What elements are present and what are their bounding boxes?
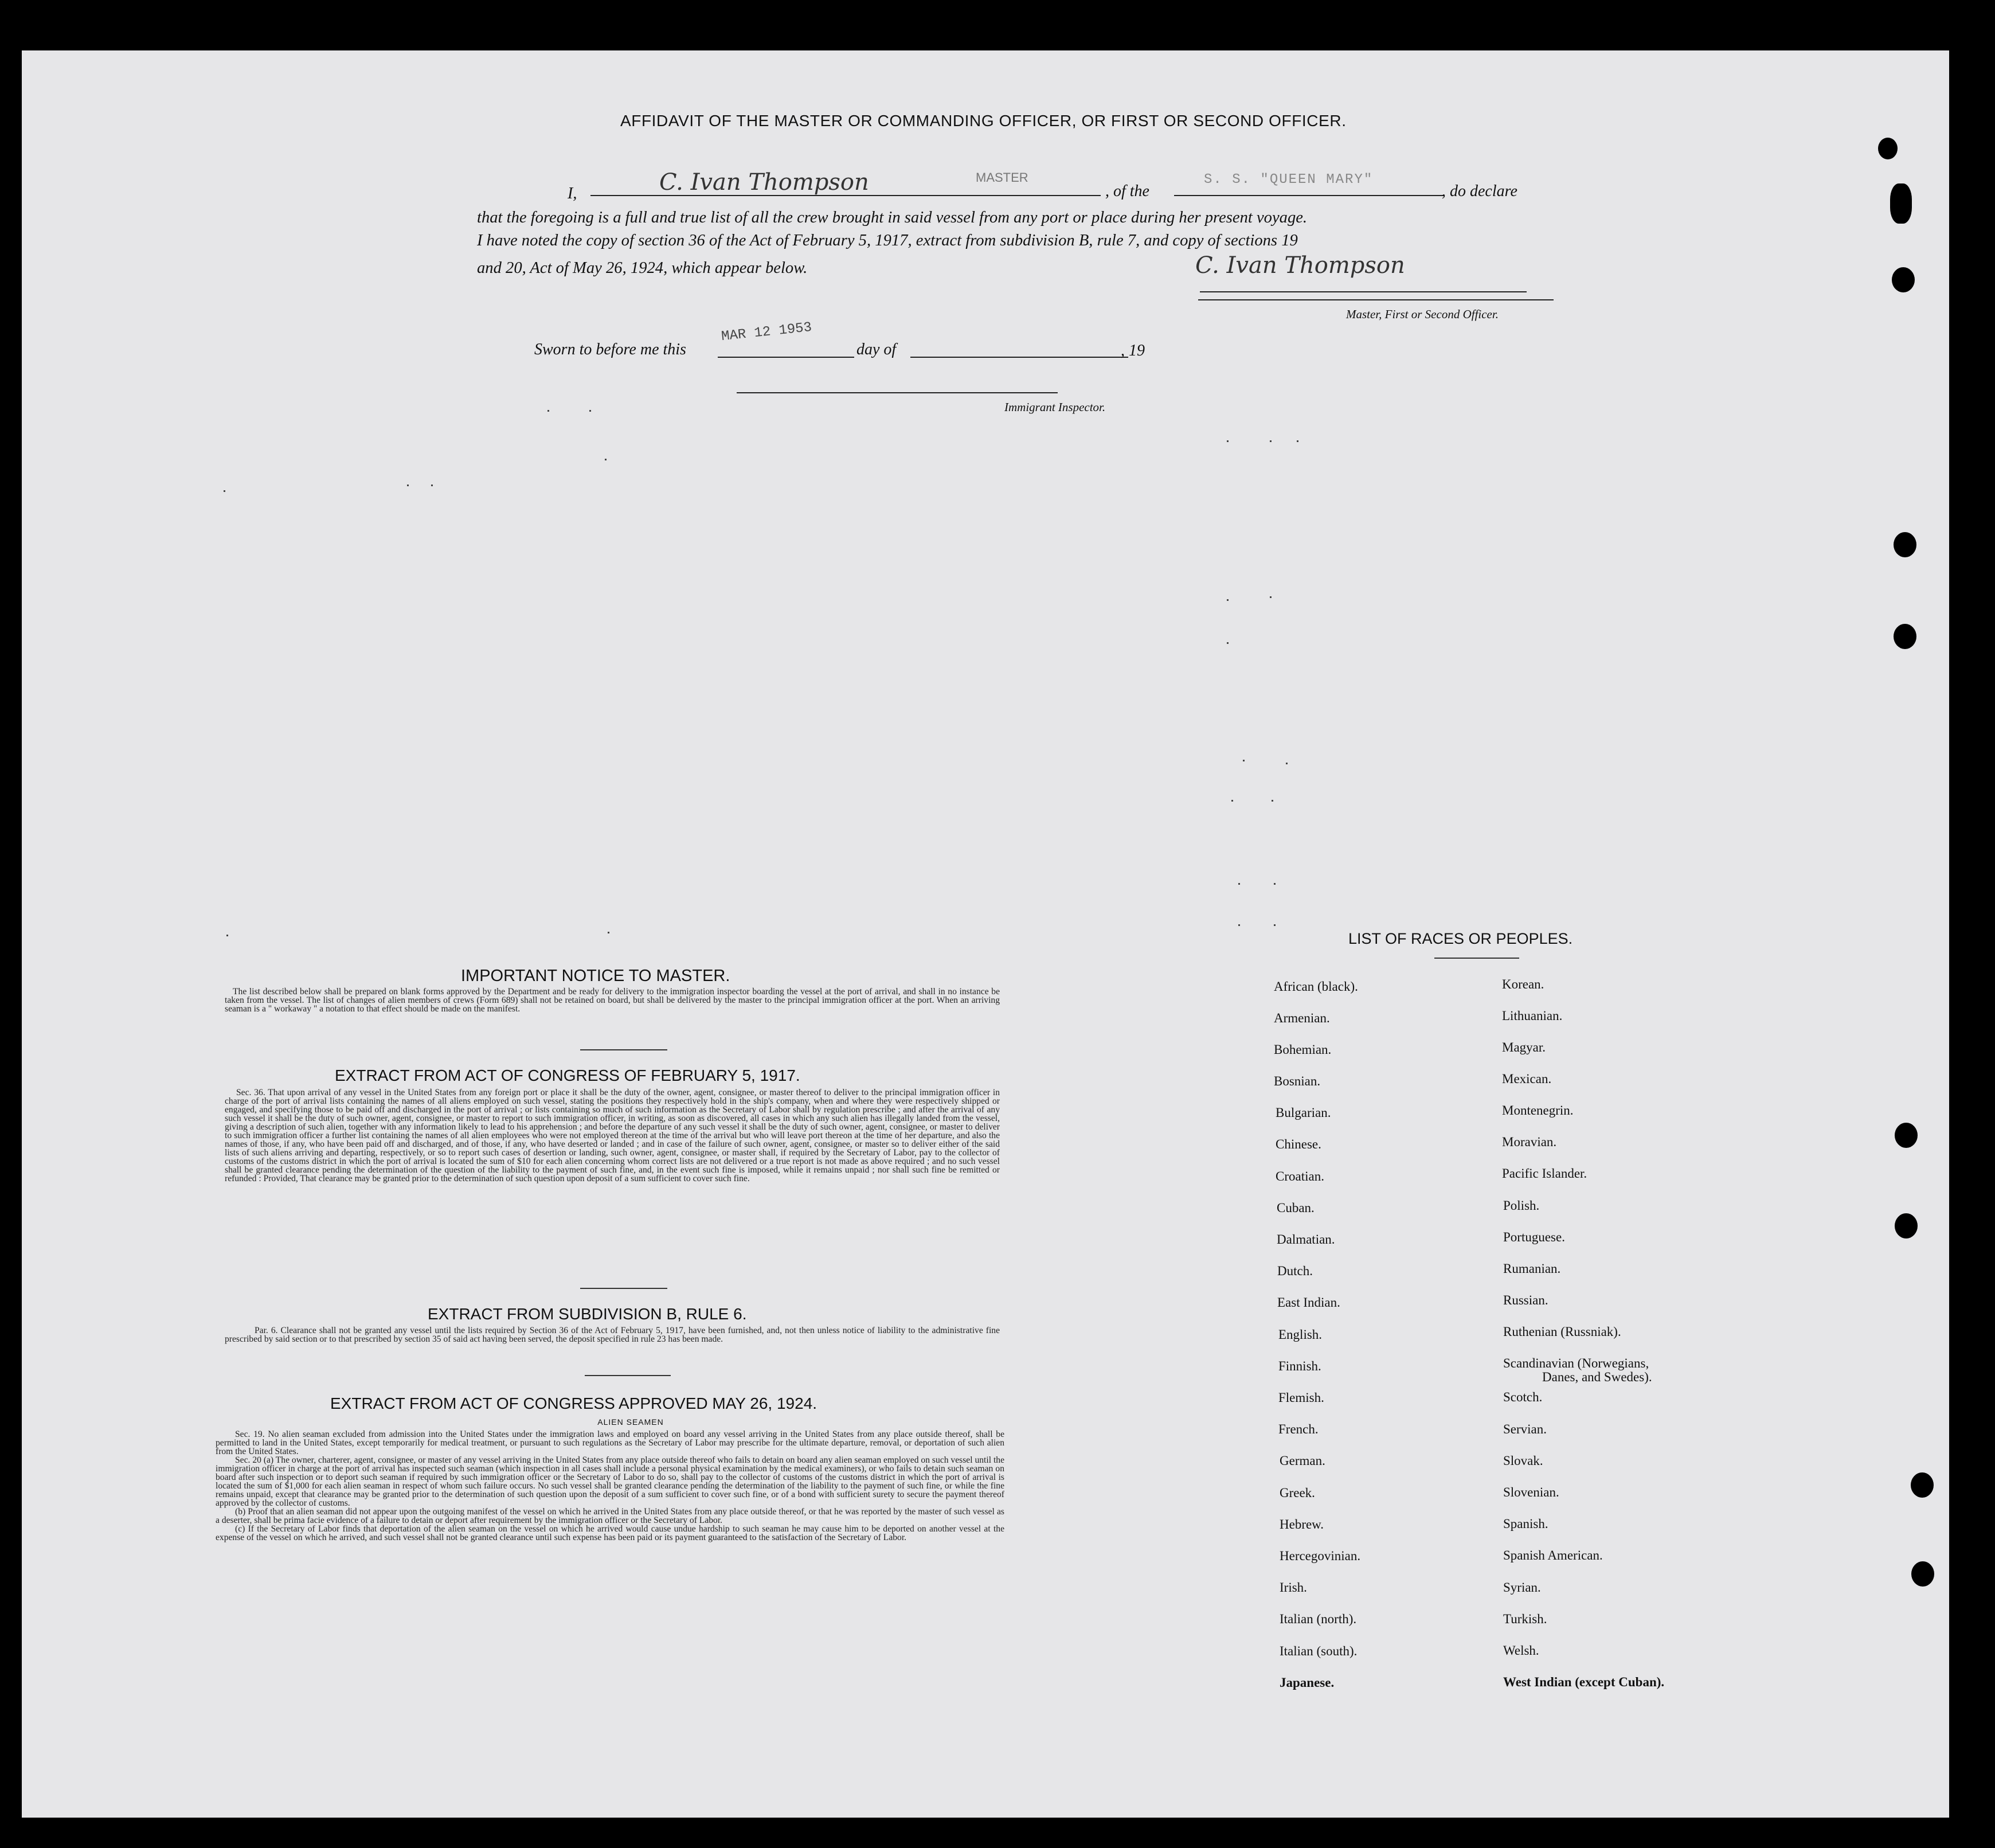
race-item: Pacific Islander.	[1502, 1166, 1587, 1181]
binder-hole	[1895, 1213, 1918, 1238]
race-item: Hercegovinian.	[1280, 1549, 1361, 1563]
section-20a-text: Sec. 20 (a) The owner, charterer, agent, consignee, or master of any vessel arriving in the United States from any place outside thereof who fails to detain on board any alien seaman employed on such vessel until the immigration officer in charge at the port of arrival has inspected such seaman (which inspection in all cases shall include a personal physical examination by the medical examiners), or who fails to detain such seaman on board after such inspection or to deport such seaman if required by such immigration officer or the Secretary of Labor to do so, shall pay to the collector of customs of the customs district in which the port of arrival is located the sum of $1,000 for each alien seaman in respect of whom such failure occurs. No such vessel shall be granted clearance pending the determination of the liability to the payment of such fine, or while the fine remains unpaid, except that clearance may be granted prior to the determination of such question upon the deposit of a sum sufficient to cover such fine, or of a bond with sufficient surety to secure the payment thereof approved by the collector of customs.	[216, 1455, 1004, 1508]
affidavit-line-4: and 20, Act of May 26, 1924, which appear below.	[477, 259, 808, 277]
rule-6-text: Par. 6. Clearance shall not be granted any vessel until the lists required by Section 36 of the Act of February 5, 1917, have been furnished, and, not then unless notice of liability to the administrative fine prescribed by said section or to that prescribed by section 35 of said act having been served, the deposit specified in rule 23 has been made.	[225, 1326, 1000, 1344]
race-item: Cuban.	[1277, 1201, 1315, 1215]
speck	[547, 410, 549, 412]
speck	[1274, 924, 1276, 926]
race-item: Flemish.	[1278, 1390, 1324, 1405]
speck	[589, 410, 591, 412]
notice-body	[225, 987, 1000, 1013]
section-separator	[585, 1375, 671, 1376]
speck	[407, 485, 409, 486]
sworn-day-line	[718, 357, 854, 358]
race-item: African (black).	[1274, 979, 1358, 994]
sworn-label: Sworn to before me this	[534, 341, 686, 358]
race-item: Portuguese.	[1503, 1230, 1565, 1244]
race-item: Japanese.	[1280, 1675, 1335, 1690]
binder-hole	[1895, 1123, 1918, 1148]
extract-1917-body	[225, 1088, 1000, 1183]
race-item: Rumanian.	[1503, 1261, 1561, 1276]
extract-1917-title: EXTRACT FROM ACT OF CONGRESS OF FEBRUARY 5, 1917.	[335, 1066, 800, 1084]
officer-signature-underline	[1198, 299, 1554, 300]
vessel-value: S. S. "QUEEN MARY"	[1204, 172, 1374, 187]
binder-hole	[1894, 532, 1916, 557]
document-page	[22, 50, 1949, 1818]
do-declare-label: , do declare	[1442, 182, 1517, 200]
notice-title: IMPORTANT NOTICE TO MASTER.	[461, 967, 730, 985]
sworn-month-line	[910, 357, 1128, 358]
race-item: Armenian.	[1274, 1011, 1330, 1025]
race-item: Magyar.	[1502, 1040, 1546, 1054]
section-separator	[580, 1288, 667, 1289]
race-item: Lithuanian.	[1502, 1009, 1563, 1023]
extract-1917-text: Sec. 36. That upon arrival of any vessel in the United States from any foreign port or place it shall be the duty of the owner, agent, consignee, or master thereof to deliver to the principal immigration officer in charge of the port of arrival lists containing the names of all aliens employed on such vessel, stating the positions they respectively hold in the ship's company, when and where they were respectively shipped or engaged, and specifying those to be paid off and discharged in the port of arrival ; or lists containing so much of such information as the Secretary of Labor shall by regulation prescribe ; and after the arrival of any such vessel it shall be the duty of such owner, agent, consignee, or master to report to such immigration officer, in writing, as soon as discovered, all cases in which any such alien has illegally landed from the vessel, giving a description of such alien, together with any information likely to lead to his apprehension ; and before the departure of any such vessel it shall be the duty of such owner, agent, consignee, or master to deliver to such immigration officer a further list containing the names of all alien employees who were not employed thereon at the time of the arrival but who will leave port thereon at the time of her departure, and also the names of those, if any, who have been paid off and discharged, and of those, if any, who have deserted or landed ; and in case of the failure of such owner, agent, consignee, or master so to deliver either of the said lists of such aliens arriving and departing, respectively, or so to report such cases of desertion or landing, such owner, agent, consignee, or master shall, if required by the Secretary of Labor, pay to the collector of customs of the customs district in which the port of arrival is located the sum of $10 for each alien concerning whom correct lists are not delivered or a true report is not made as above required ; and no such vessel shall be granted clearance pending the determination of the question of the liability to the payment of such fine, and, in the event such fine is imposed, while it remains unpaid ; nor shall such fine be remitted or refunded : Provided, That clearance may be granted prior to the determination of such question upon deposit of a sum sufficient to cover such fine.	[225, 1088, 1000, 1183]
race-item: Russian.	[1503, 1293, 1548, 1307]
affidavit-line-2: that the foregoing is a full and true list of all the crew brought in said vessel from any port or place during her present voyage.	[477, 209, 1308, 226]
extract-1924-title: EXTRACT FROM ACT OF CONGRESS APPROVED MAY 26, 1924.	[330, 1394, 817, 1412]
races-title-underline	[1434, 958, 1519, 959]
speck	[605, 459, 607, 460]
speck	[1227, 440, 1229, 442]
race-item: Scandinavian (Norwegians,	[1503, 1356, 1649, 1370]
section-19-text: Sec. 19. No alien seaman excluded from admission into the United States under the immigration laws and employed on board any vessel arriving in the United States from any place outside thereof, shall be permitted to land in the United States, except temporarily for medical treatment, or pursuant to such regulations as the Secretary of Labor may prescribe for the ultimate departure, removal, or deportation of such alien from the United States.	[216, 1429, 1004, 1456]
race-item: Finnish.	[1278, 1359, 1321, 1373]
race-item: Korean.	[1502, 977, 1544, 991]
races-title: LIST OF RACES OR PEOPLES.	[1348, 930, 1573, 947]
section-separator	[580, 1049, 667, 1050]
affidavit-line-3: I have noted the copy of section 36 of the Act of February 5, 1917, extract from subdivision B, rule 7, and copy of sections 19	[477, 232, 1298, 249]
race-item: Italian (north).	[1280, 1612, 1357, 1626]
binder-hole	[1911, 1472, 1934, 1498]
extract-1924-body	[216, 1430, 1004, 1542]
i-label: I,	[568, 185, 577, 202]
section-20c-text: (c) If the Secretary of Labor finds that deportation of the alien seaman on the vessel on which he arrived would cause undue hardship to such seaman he may cause him to be deported on another vessel at the expense of the vessel on which he arrived, and such vessel shall not be granted clearance until such expense has been paid or its payment guaranteed to the satisfaction of the Secretary of Labor.	[216, 1524, 1004, 1542]
race-item: Chinese.	[1276, 1137, 1321, 1151]
race-item: Slovak.	[1503, 1454, 1543, 1468]
speck	[1238, 883, 1240, 885]
race-item: Ruthenian (Russniak).	[1503, 1325, 1621, 1339]
year-label: , 19	[1121, 342, 1145, 360]
rule-6-body	[225, 1326, 1000, 1343]
race-item: Italian (south).	[1280, 1644, 1358, 1658]
speck	[1231, 800, 1233, 802]
speck	[431, 485, 433, 486]
speck	[1238, 924, 1240, 926]
speck	[1272, 800, 1273, 802]
binder-hole	[1892, 267, 1915, 292]
race-item: East Indian.	[1277, 1295, 1340, 1310]
binder-hole	[1878, 138, 1898, 159]
of-the-label: , of the	[1105, 182, 1149, 200]
race-item: Montenegrin.	[1502, 1103, 1574, 1118]
race-item: Bulgarian.	[1276, 1105, 1331, 1120]
speck	[224, 490, 225, 492]
race-item: Dalmatian.	[1277, 1232, 1335, 1247]
speck	[1270, 440, 1272, 442]
race-item: English.	[1278, 1327, 1323, 1342]
speck	[1227, 642, 1229, 644]
race-item: Syrian.	[1503, 1580, 1541, 1595]
master-signature: C. Ivan Thompson	[659, 169, 869, 196]
race-item: Servian.	[1503, 1422, 1547, 1436]
alien-seamen-subtitle: ALIEN SEAMEN	[597, 1417, 664, 1427]
race-item: Slovenian.	[1503, 1485, 1559, 1499]
race-item: French.	[1278, 1422, 1319, 1436]
officer-signature-line	[1200, 291, 1527, 292]
race-item: Bosnian.	[1274, 1074, 1321, 1088]
speck	[1286, 763, 1288, 764]
position-value: MASTER	[976, 170, 1028, 185]
binder-hole	[1894, 624, 1916, 649]
affidavit-title: AFFIDAVIT OF THE MASTER OR COMMANDING OFFICER, OR FIRST OR SECOND OFFICER.	[620, 112, 1347, 130]
officer-signature: C. Ivan Thompson	[1195, 252, 1405, 279]
speck	[608, 932, 609, 933]
day-of-label: day of	[856, 341, 897, 358]
race-item: Greek.	[1280, 1486, 1315, 1500]
sworn-date-stamp: MAR 12 1953	[721, 319, 813, 345]
vessel-field-line	[1174, 195, 1445, 196]
speck	[1297, 440, 1298, 442]
race-item: Spanish American.	[1503, 1548, 1603, 1562]
binder-hole	[1911, 1561, 1934, 1587]
race-item: Hebrew.	[1280, 1517, 1324, 1531]
race-item: Mexican.	[1502, 1072, 1552, 1086]
speck	[226, 935, 228, 936]
notice-text: The list described below shall be prepared on blank forms approved by the Department and be ready for delivery to the immigration inspector boarding the vessel at the port of arrival, and shall in no instance be taken from the vessel. The list of changes of alien members of crews (Form 689) shall not be retained on board, but shall be delivered by the master to the principal immigration officer at the port. When an arriving seaman is a " workaway " a notation to that effect should be made on the manifest.	[225, 987, 1000, 1014]
speck	[1270, 596, 1272, 598]
race-item-continuation: Danes, and Swedes).	[1542, 1370, 1652, 1384]
speck	[1243, 760, 1245, 761]
officer-caption: Master, First or Second Officer.	[1346, 307, 1499, 321]
race-item: Spanish.	[1503, 1517, 1548, 1531]
speck	[1227, 599, 1229, 601]
race-item: Croatian.	[1276, 1169, 1324, 1183]
race-item: Scotch.	[1503, 1390, 1543, 1404]
race-item: Moravian.	[1502, 1135, 1557, 1149]
speck	[1274, 883, 1276, 885]
race-item: German.	[1280, 1454, 1325, 1468]
race-item: Polish.	[1503, 1198, 1540, 1213]
race-item: Dutch.	[1277, 1264, 1313, 1278]
race-item: Irish.	[1280, 1580, 1307, 1595]
race-item: Bohemian.	[1274, 1042, 1332, 1057]
race-item: Welsh.	[1503, 1643, 1539, 1658]
rule-6-title: EXTRACT FROM SUBDIVISION B, RULE 6.	[428, 1305, 747, 1323]
race-item: West Indian (except Cuban).	[1503, 1675, 1665, 1689]
inspector-signature-line	[737, 392, 1058, 393]
inspector-caption: Immigrant Inspector.	[1004, 400, 1106, 414]
section-20b-text: (b) Proof that an alien seaman did not appear upon the outgoing manifest of the vessel on which he arrived in the United States from any place outside thereof, or that he was reported by the master of such vessel as a deserter, shall be prima facie evidence of a failure to detain or deport after requirement by the immigration officer or the Secretary of Labor.	[216, 1507, 1004, 1525]
race-item: Turkish.	[1503, 1612, 1547, 1626]
binder-hole	[1890, 183, 1912, 224]
